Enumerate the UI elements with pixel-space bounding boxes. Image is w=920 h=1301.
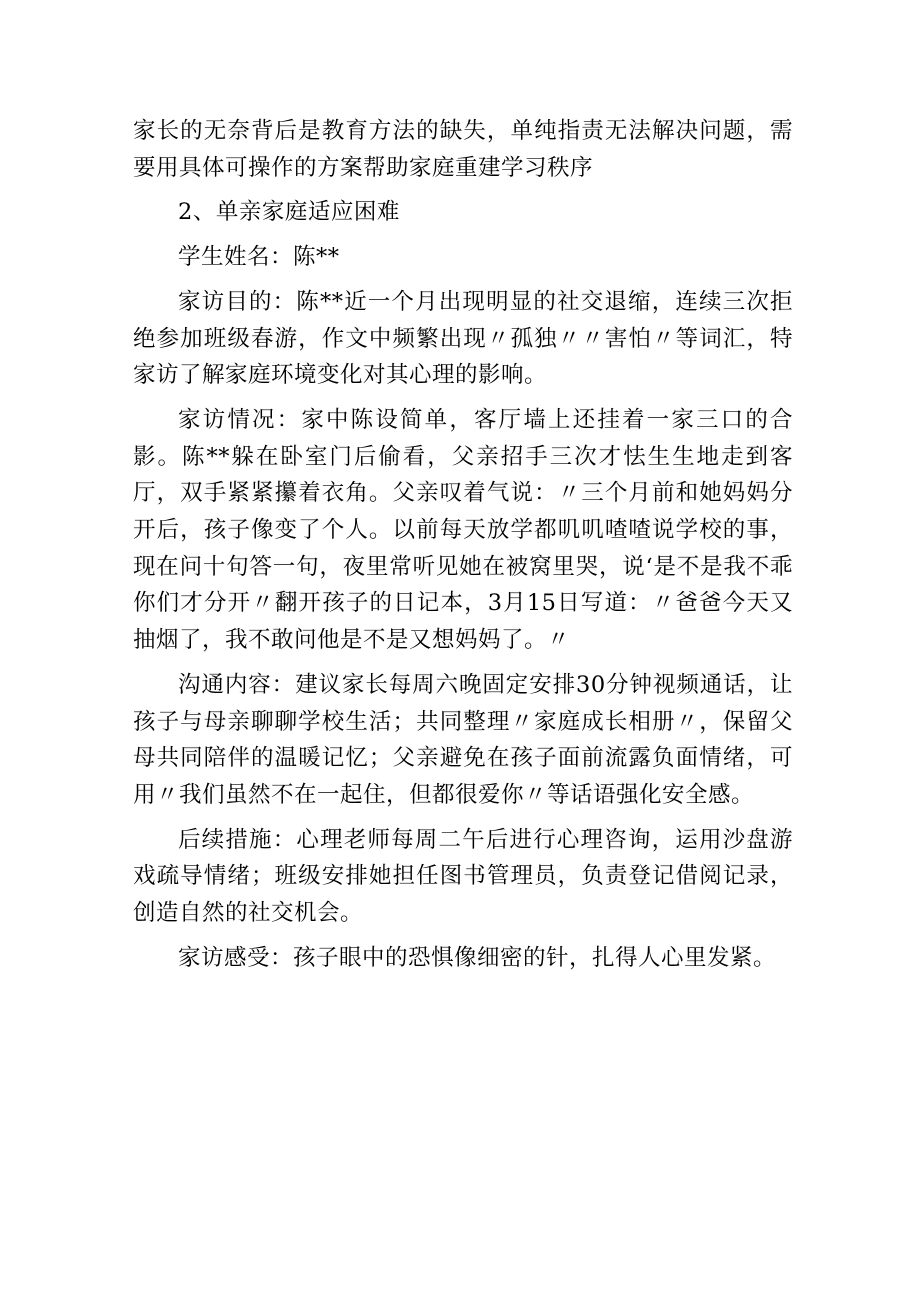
visit-reflection: 家访感受：孩子眼中的恐惧像细密的针，扎得人心里发紧。 bbox=[178, 944, 777, 971]
communication-content: 沟通内容：建议家长每周六晚固定安排30分钟视频通话，让孩子与母亲聊聊学校生活；共同整理〃家庭成长相册〃，保留父母共同陪伴的温暖记忆；父亲避免在孩子面前流露负面情绪，可用〃我们虽然不在一起住，但都很爱你〃等话语强化安全感。 bbox=[133, 671, 793, 808]
visit-purpose: 家访目的：陈**近一个月出现明显的社交退缩，连续三次拒绝参加班级春游，作文中频繁出现〃孤独〃〃害怕〃等词汇，特家访了解家庭环境变化对其心理的影响。 bbox=[133, 288, 793, 389]
follow-up-measures: 后续措施：心理老师每周二午后进行心理咨询，运用沙盘游戏疏导情绪；班级安排她担任图书管理员，负责登记借阅记录，创造自然的社交机会。 bbox=[133, 826, 793, 927]
student-name: 学生姓名：陈** bbox=[178, 244, 340, 271]
document-body bbox=[133, 113, 793, 984]
paragraph-continuation: 家长的无奈背后是教育方法的缺失，单纯指责无法解决问题，需要用具体可操作的方案帮助家庭重建学习秩序 bbox=[133, 118, 793, 181]
section-heading: 2、单亲家庭适应困难 bbox=[178, 199, 400, 226]
visit-situation: 家访情况：家中陈设简单，客厅墙上还挂着一家三口的合影。陈**躲在卧室门后偷看，父亲招手三次才怯生生地走到客厅，双手紧紧攥着衣角。父亲叹着气说：〃三个月前和她妈妈分开后，孩子像变了个人。以前每天放学都叽叽喳喳说学校的事，现在问十句答一句，夜里常听见她在被窝里哭，说‘是不是我不乖你们才分开〃翻开孩子的日记本，3月15日写道：〃爸爸今天又抽烟了，我不敢问他是不是又想妈妈了。〃 bbox=[133, 406, 793, 654]
